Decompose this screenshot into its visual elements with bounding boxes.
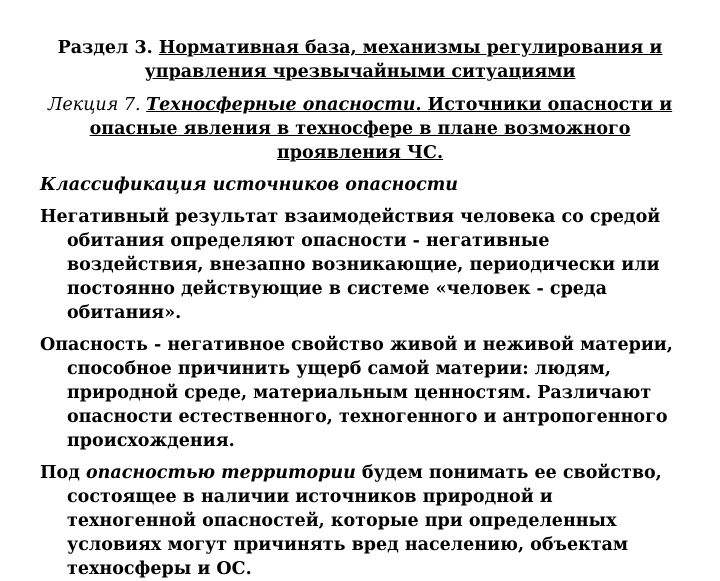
- paragraph-territory-danger: [34, 461, 686, 581]
- paragraph-territory-rest: будем понимать ее свойство, состоящее в наличии источников природной и техногенной опасностей, которые при определенных условиях могут причинять вред населению, объектам техносферы и ОС.: [67, 463, 662, 579]
- lecture-heading: [34, 93, 686, 165]
- lecture-topic: Техносферные опасности.: [146, 95, 422, 115]
- paragraph-danger-definition: Опасность - негативное свойство живой и неживой материи, способное причинить ущерб самой материи: людям, природной среде, материальным ценностям. Различают опасности естественного, техногенного и антропогенного происхождения.: [40, 335, 673, 451]
- section-prefix: Раздел 3.: [57, 38, 159, 58]
- section-title: Нормативная база, механизмы регулирования и управления чрезвычайными ситуациями: [144, 38, 663, 82]
- lecture-title: Источники опасности и опасные явления в техносфере в плане возможного проявления ЧС.: [89, 95, 673, 163]
- lecture-prefix: Лекция 7.: [47, 95, 147, 115]
- paragraph-territory-term: опасностью территории: [85, 463, 356, 483]
- paragraph-territory-lead: Под: [40, 463, 86, 483]
- paragraph-negative-result: Негативный результат взаимодействия человека со средой обитания определяют опасности - негативные воздействия, внезапно возникающие, периодически или постоянно действующие в системе «человек - среда обитания».: [40, 207, 661, 323]
- classification-subheading: Классификация источников опасности: [40, 175, 458, 195]
- section-heading: [34, 36, 686, 84]
- slide-content: [34, 36, 686, 581]
